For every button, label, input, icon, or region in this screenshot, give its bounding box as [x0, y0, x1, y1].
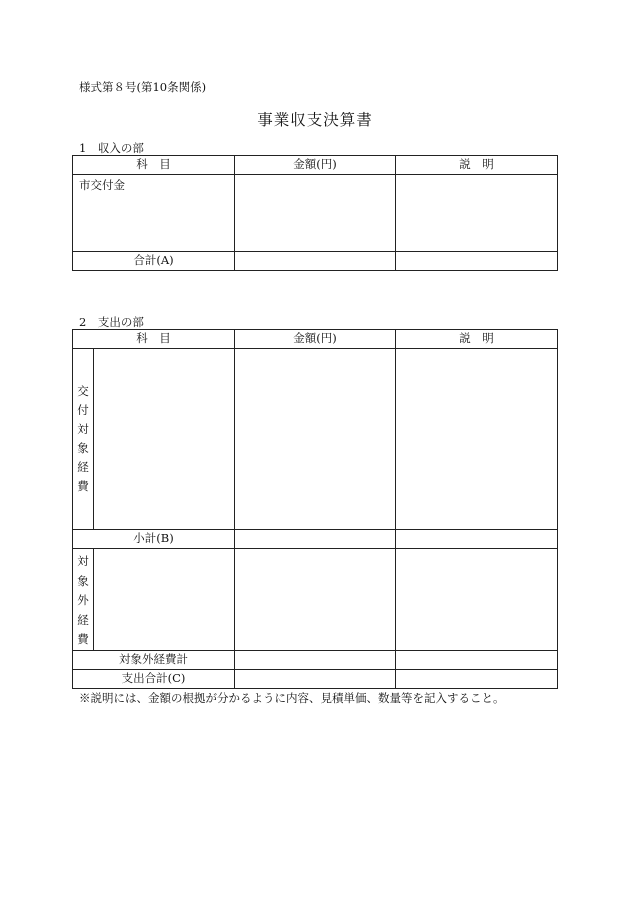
expense-total-label: 支出合計(C) — [73, 669, 235, 688]
subtotal-label: 小計(B) — [73, 530, 235, 549]
document-title: 事業収支決算書 — [257, 111, 373, 129]
eligible-char: 交 — [77, 384, 89, 399]
income-total-label: 合計(A) — [73, 252, 235, 271]
eligible-char: 象 — [77, 441, 89, 455]
income-description-cell[interactable] — [396, 175, 558, 252]
eligible-char: 付 — [77, 403, 89, 418]
expense-header-amount: 金額(円) — [235, 330, 396, 349]
income-heading: 1 収入の部 — [79, 141, 144, 155]
expense-total-amount-cell[interactable] — [235, 669, 396, 688]
ineligible-description-cell[interactable] — [396, 549, 558, 651]
ineligible-total-amount-cell[interactable] — [235, 650, 396, 669]
ineligible-item-cell[interactable] — [94, 549, 235, 651]
ineligible-total-description-cell[interactable] — [396, 650, 558, 669]
expense-heading: 2 支出の部 — [79, 315, 144, 329]
subtotal-amount-cell[interactable] — [235, 530, 396, 549]
ineligible-char: 象 — [77, 573, 89, 588]
eligible-amount-cell[interactable] — [235, 349, 396, 530]
eligible-expense-label — [73, 349, 94, 530]
eligible-char: 経 — [77, 459, 89, 474]
expense-table — [72, 329, 558, 689]
income-header-amount: 金額(円) — [235, 156, 396, 175]
ineligible-char: 費 — [77, 632, 89, 647]
ineligible-expense-label — [73, 549, 94, 651]
ineligible-char: 外 — [77, 593, 89, 608]
ineligible-total-label: 対象外経費計 — [73, 650, 235, 669]
income-total-description-cell[interactable] — [396, 252, 558, 271]
eligible-description-cell[interactable] — [396, 349, 558, 530]
ineligible-amount-cell[interactable] — [235, 549, 396, 651]
expense-header-description: 説 明 — [396, 330, 558, 349]
expense-total-description-cell[interactable] — [396, 669, 558, 688]
subtotal-description-cell[interactable] — [396, 530, 558, 549]
ineligible-char: 経 — [77, 612, 89, 627]
income-table — [72, 155, 558, 271]
ineligible-char: 対 — [77, 554, 89, 568]
income-total-amount-cell[interactable] — [235, 252, 396, 271]
income-item-cell — [73, 175, 235, 252]
income-item-label: 市交付金 — [79, 178, 125, 192]
expense-header-item: 科 目 — [73, 330, 235, 349]
income-header-description: 説 明 — [396, 156, 558, 175]
footnote: ※説明には、金額の根拠が分かるように内容、見積単価、数量等を記入すること。 — [79, 691, 505, 705]
income-amount-cell[interactable] — [235, 175, 396, 252]
eligible-char: 費 — [77, 478, 89, 493]
form-id: 様式第８号(第10条関係) — [79, 80, 207, 94]
eligible-char: 対 — [77, 422, 89, 437]
eligible-item-cell[interactable] — [94, 349, 235, 530]
income-header-item: 科 目 — [73, 156, 235, 175]
